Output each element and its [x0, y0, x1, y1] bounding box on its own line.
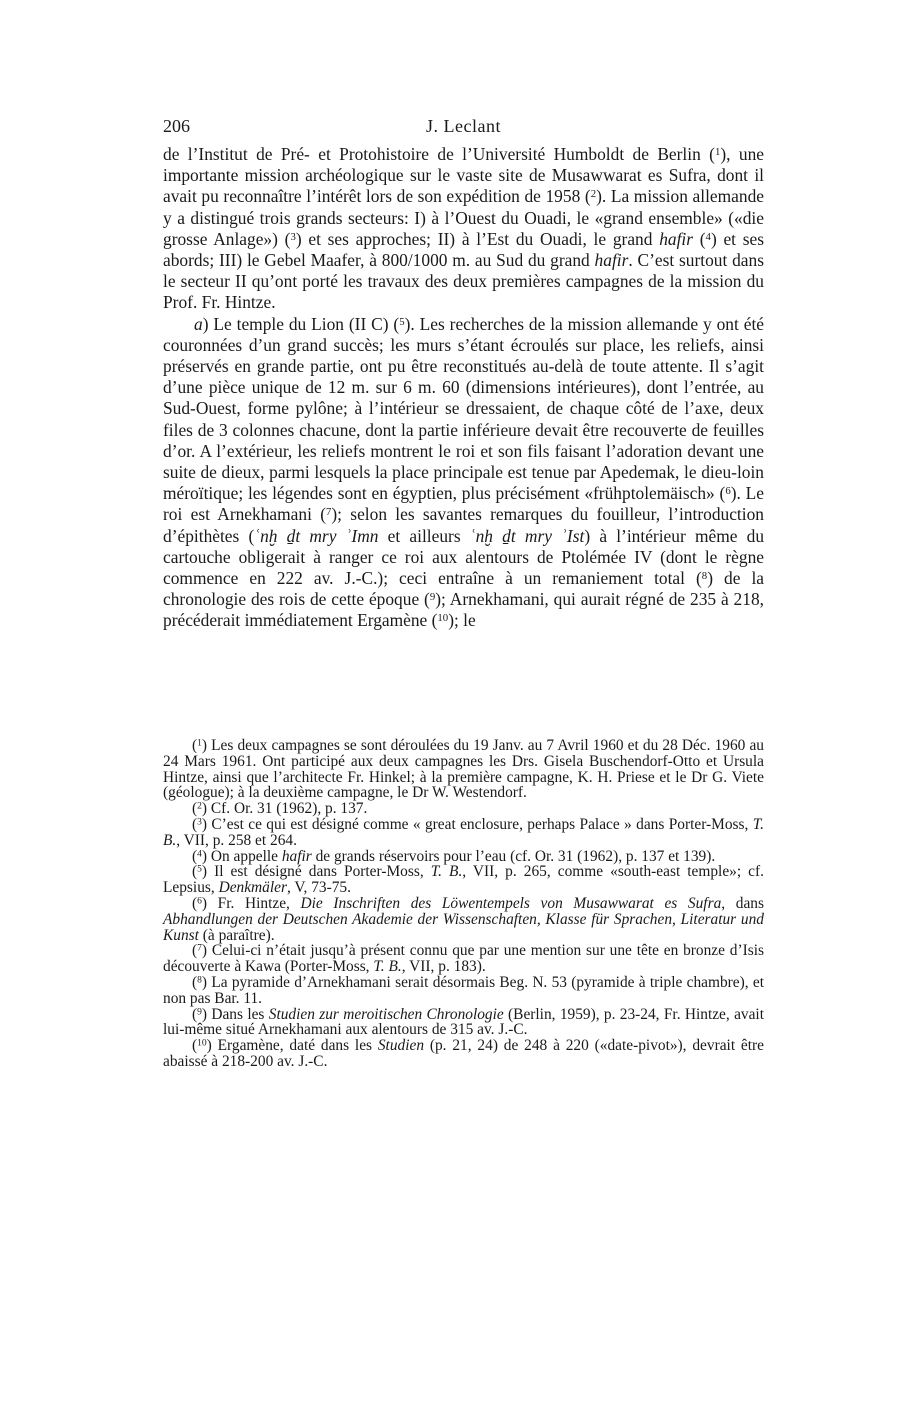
- running-title: J. Leclant: [426, 116, 501, 136]
- page-number: 206: [163, 116, 190, 136]
- footnote: ($^4$) On appelle hafir de grands réservoirs pour l’eau (cf. Or. 31 (1962), p. 137 et 139).: [192, 847, 716, 865]
- footnote: ($^{10}$) Ergamène, daté dans les Studien (p. 21, 24) de 248 à 220 («date-pivot»), devrait être abaissé à 218-200 av. J.-C.: [163, 1037, 764, 1070]
- body-paragraph: a) Le temple du Lion (II C) ($^5$). Les recherches de la mission allemande y ont été couronnées d’un grand succès; les murs s’étant écroulés sur place, les reliefs, ainsi préservés en grande partie, ont pu être reconstitués au-delà de toute attente. Il s’agit d’une pièce unique de 12 m. sur 6 m. 60 (dimensions intérieures), dont l’entrée, au Sud-Ouest, forme pylône; à l’intérieur se dressaient, de chaque côté de l’axe, deux files de 3 colonnes chacune, dont la partie inférieure devait être recouverte de feuilles d’or. A l’extérieur, les reliefs montrent le roi et son fils faisant l’adoration devant une suite de dieux, parmi lesquels la place principale est tenue par Apedemak, le dieu-loin méroïtique; les légendes sont en égyptien, plus précisément «frühptolemäisch» ($^6$). Le roi est Arnekhamani ($^7$); selon les savantes remarques du fouilleur, l’introduction d’épithètes (ʿnḫ ḏt mry ʾImn et ailleurs ʿnḫ ḏt mry ʾIst) à l’intérieur même du cartouche obligerait à ranger ce roi aux alentours de Ptolémée IV (dont le règne commence en 222 av. J.-C.); ceci entraîne à un remaniement total ($^8$) de la chronologie des rois de cette époque ($^9$); Arnekhamani, qui aurait régné de 235 à 218, précéderait immédiatement Ergamène ($^{10}$); le: [163, 313, 765, 631]
- footnote: ($^8$) La pyramide d’Arnekhamani serait désormais Beg. N. 53 (pyramide à triple chambre), et non pas Bar. 11.: [163, 973, 764, 1007]
- footnote: ($^6$) Fr. Hintze, Die Inschriften des Löwentempels von Musawwarat es Sufra, dans Abhandlungen der Deutschen Akademie der Wissenschaften, Klasse für Sprachen, Literatur und Kunst (à paraître).: [163, 894, 764, 944]
- footnote: ($^2$) Cf. Or. 31 (1962), p. 137.: [192, 800, 368, 818]
- footnote: ($^9$) Dans les Studien zur meroitischen Chronologie (Berlin, 1959), p. 23-24, Fr. Hintze, avait lui-même situé Arnekhamani aux alentours de 315 av. J.-C.: [163, 1005, 764, 1039]
- footnote: ($^5$) Il est désigné dans Porter-Moss, T. B., VII, p. 265, comme «south-east temple»; cf. Lepsius, Denkmäler, V, 73-75.: [163, 863, 764, 897]
- footnote: ($^1$) Les deux campagnes se sont déroulées du 19 Janv. au 7 Avril 1960 et du 28 Déc. 1960 au 24 Mars 1961. Ont participé aux deux campagnes les Drs. Gisela Buschendorf-Otto et Ursula Hintze, ainsi que l’architecte Fr. Hinkel; à la première campagne, K. H. Priese et le Dr G. Viete (géologue); à la deuxième campagne, le Dr W. Westendorf.: [163, 737, 764, 802]
- footnote: ($^7$) Celui-ci n’était jusqu’à présent connu que par une mention sur une tête en bronze d’Isis découverte à Kawa (Porter-Moss, T. B., VII, p. 183).: [163, 942, 764, 976]
- page-header: [163, 116, 764, 142]
- body-paragraph: de l’Institut de Pré- et Protohistoire de l’Université Humboldt de Berlin ($^1$), une importante mission archéologique sur le vaste site de Musawwarat es Sufra, dont il avait pu reconnaître l’intérêt lors de son expédition de 1958 ($^2$). La mission allemande y a distingué trois grands secteurs: I) à l’Ouest du Ouadi, le «grand ensemble» («die grosse Anlage») ($^3$) et ses approches; II) à l’Est du Ouadi, le grand hafir ($^4$) et ses abords; III) le Gebel Maafer, à 800/1000 m. au Sud du grand hafir. C’est surtout dans le secteur II qu’ont porté les travaux des deux premières campagnes de la mission du Prof. Fr. Hintze.: [163, 144, 765, 313]
- body-text: [163, 144, 764, 632]
- footnote: ($^3$) C’est ce qui est désigné comme « great enclosure, perhaps Palace » dans Porter-Moss, T. B., VII, p. 258 et 264.: [163, 815, 764, 849]
- footnotes: [163, 738, 764, 1070]
